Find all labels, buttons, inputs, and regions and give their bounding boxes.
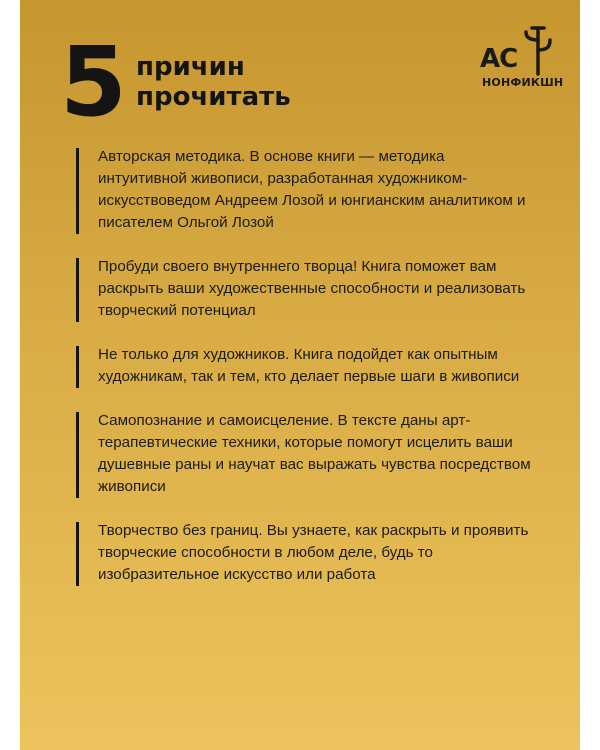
- reason-item-2: [76, 256, 536, 322]
- reason-text: Авторская методика. В основе книги — методика интуитивной живописи, разработанная художником-искусствоведом Андреем Лозой и юнгианским аналитиком и писателем Ольгой Лозой: [98, 148, 526, 231]
- reason-bar: [76, 346, 79, 388]
- reason-item-3: [76, 344, 536, 388]
- reason-text: Не только для художников. Книга подойдет как опытным художникам, так и тем, кто делает первые шаги в живописи: [98, 346, 520, 385]
- reason-item-1: [76, 146, 536, 234]
- book-promo-card: [20, 0, 580, 750]
- reason-bar: [76, 522, 79, 586]
- reason-item-5: [76, 520, 536, 586]
- reason-bar: [76, 412, 79, 498]
- reason-text: Творчество без границ. Вы узнаете, как раскрыть и проявить творческие способности в любом деле, будь то изобразительное искусство или работа: [98, 522, 529, 583]
- reason-text: Пробуди своего внутреннего творца! Книга поможет вам раскрыть ваши художественные способности и реализовать творческий потенциал: [98, 258, 526, 319]
- reason-item-4: [76, 410, 536, 498]
- reasons-list: [76, 146, 536, 608]
- publisher-logo: [478, 22, 564, 94]
- title-line-2: прочитать: [136, 82, 291, 112]
- reasons-count: 5: [60, 26, 127, 138]
- title-line-1: причин: [136, 52, 245, 82]
- logo-mark: АС: [480, 44, 518, 74]
- logo-label: НОНФИКШН: [482, 76, 564, 89]
- reason-bar: [76, 258, 79, 322]
- page-title: [136, 52, 291, 112]
- reason-text: Самопознание и самоисцеление. В тексте даны арт-терапевтические техники, которые помогут исцелить ваши душевные раны и научат вас выражать чувства посредством живописи: [98, 412, 531, 495]
- reason-bar: [76, 148, 79, 234]
